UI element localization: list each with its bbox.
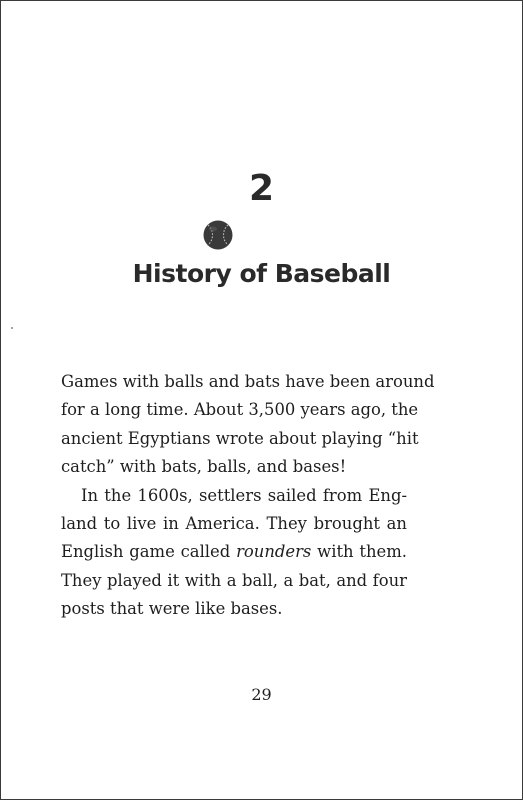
text-line: catch” with bats, balls, and bases! (61, 457, 347, 477)
chapter-number: 2 (248, 168, 275, 209)
text-line: ancient Egyptians wrote about playing “hit (61, 428, 419, 448)
paragraph-1 (61, 368, 435, 482)
text-line: They played it with a ball, a bat, and four (61, 570, 407, 590)
text-line: In the 1600s, settlers sailed from Eng- (81, 485, 407, 505)
text-line: Games with balls and bats have been around (61, 372, 435, 391)
paragraph-2 (61, 482, 407, 624)
chapter-title: History of Baseball (132, 259, 391, 288)
baseball-icon (202, 219, 234, 251)
text-line: posts that were like bases. (61, 599, 283, 619)
text-line-with-italic (61, 538, 407, 566)
body-text (61, 368, 435, 624)
text-line: for a long time. About 3,500 years ago, the (61, 400, 419, 420)
text-segment: with them. (311, 542, 407, 562)
text-line: land to live in America. They brought an (61, 514, 407, 534)
italic-term-rounders: rounders (236, 542, 312, 562)
text-segment: English game called (61, 542, 237, 562)
scan-speck (11, 327, 13, 329)
page-number: 29 (251, 685, 272, 704)
